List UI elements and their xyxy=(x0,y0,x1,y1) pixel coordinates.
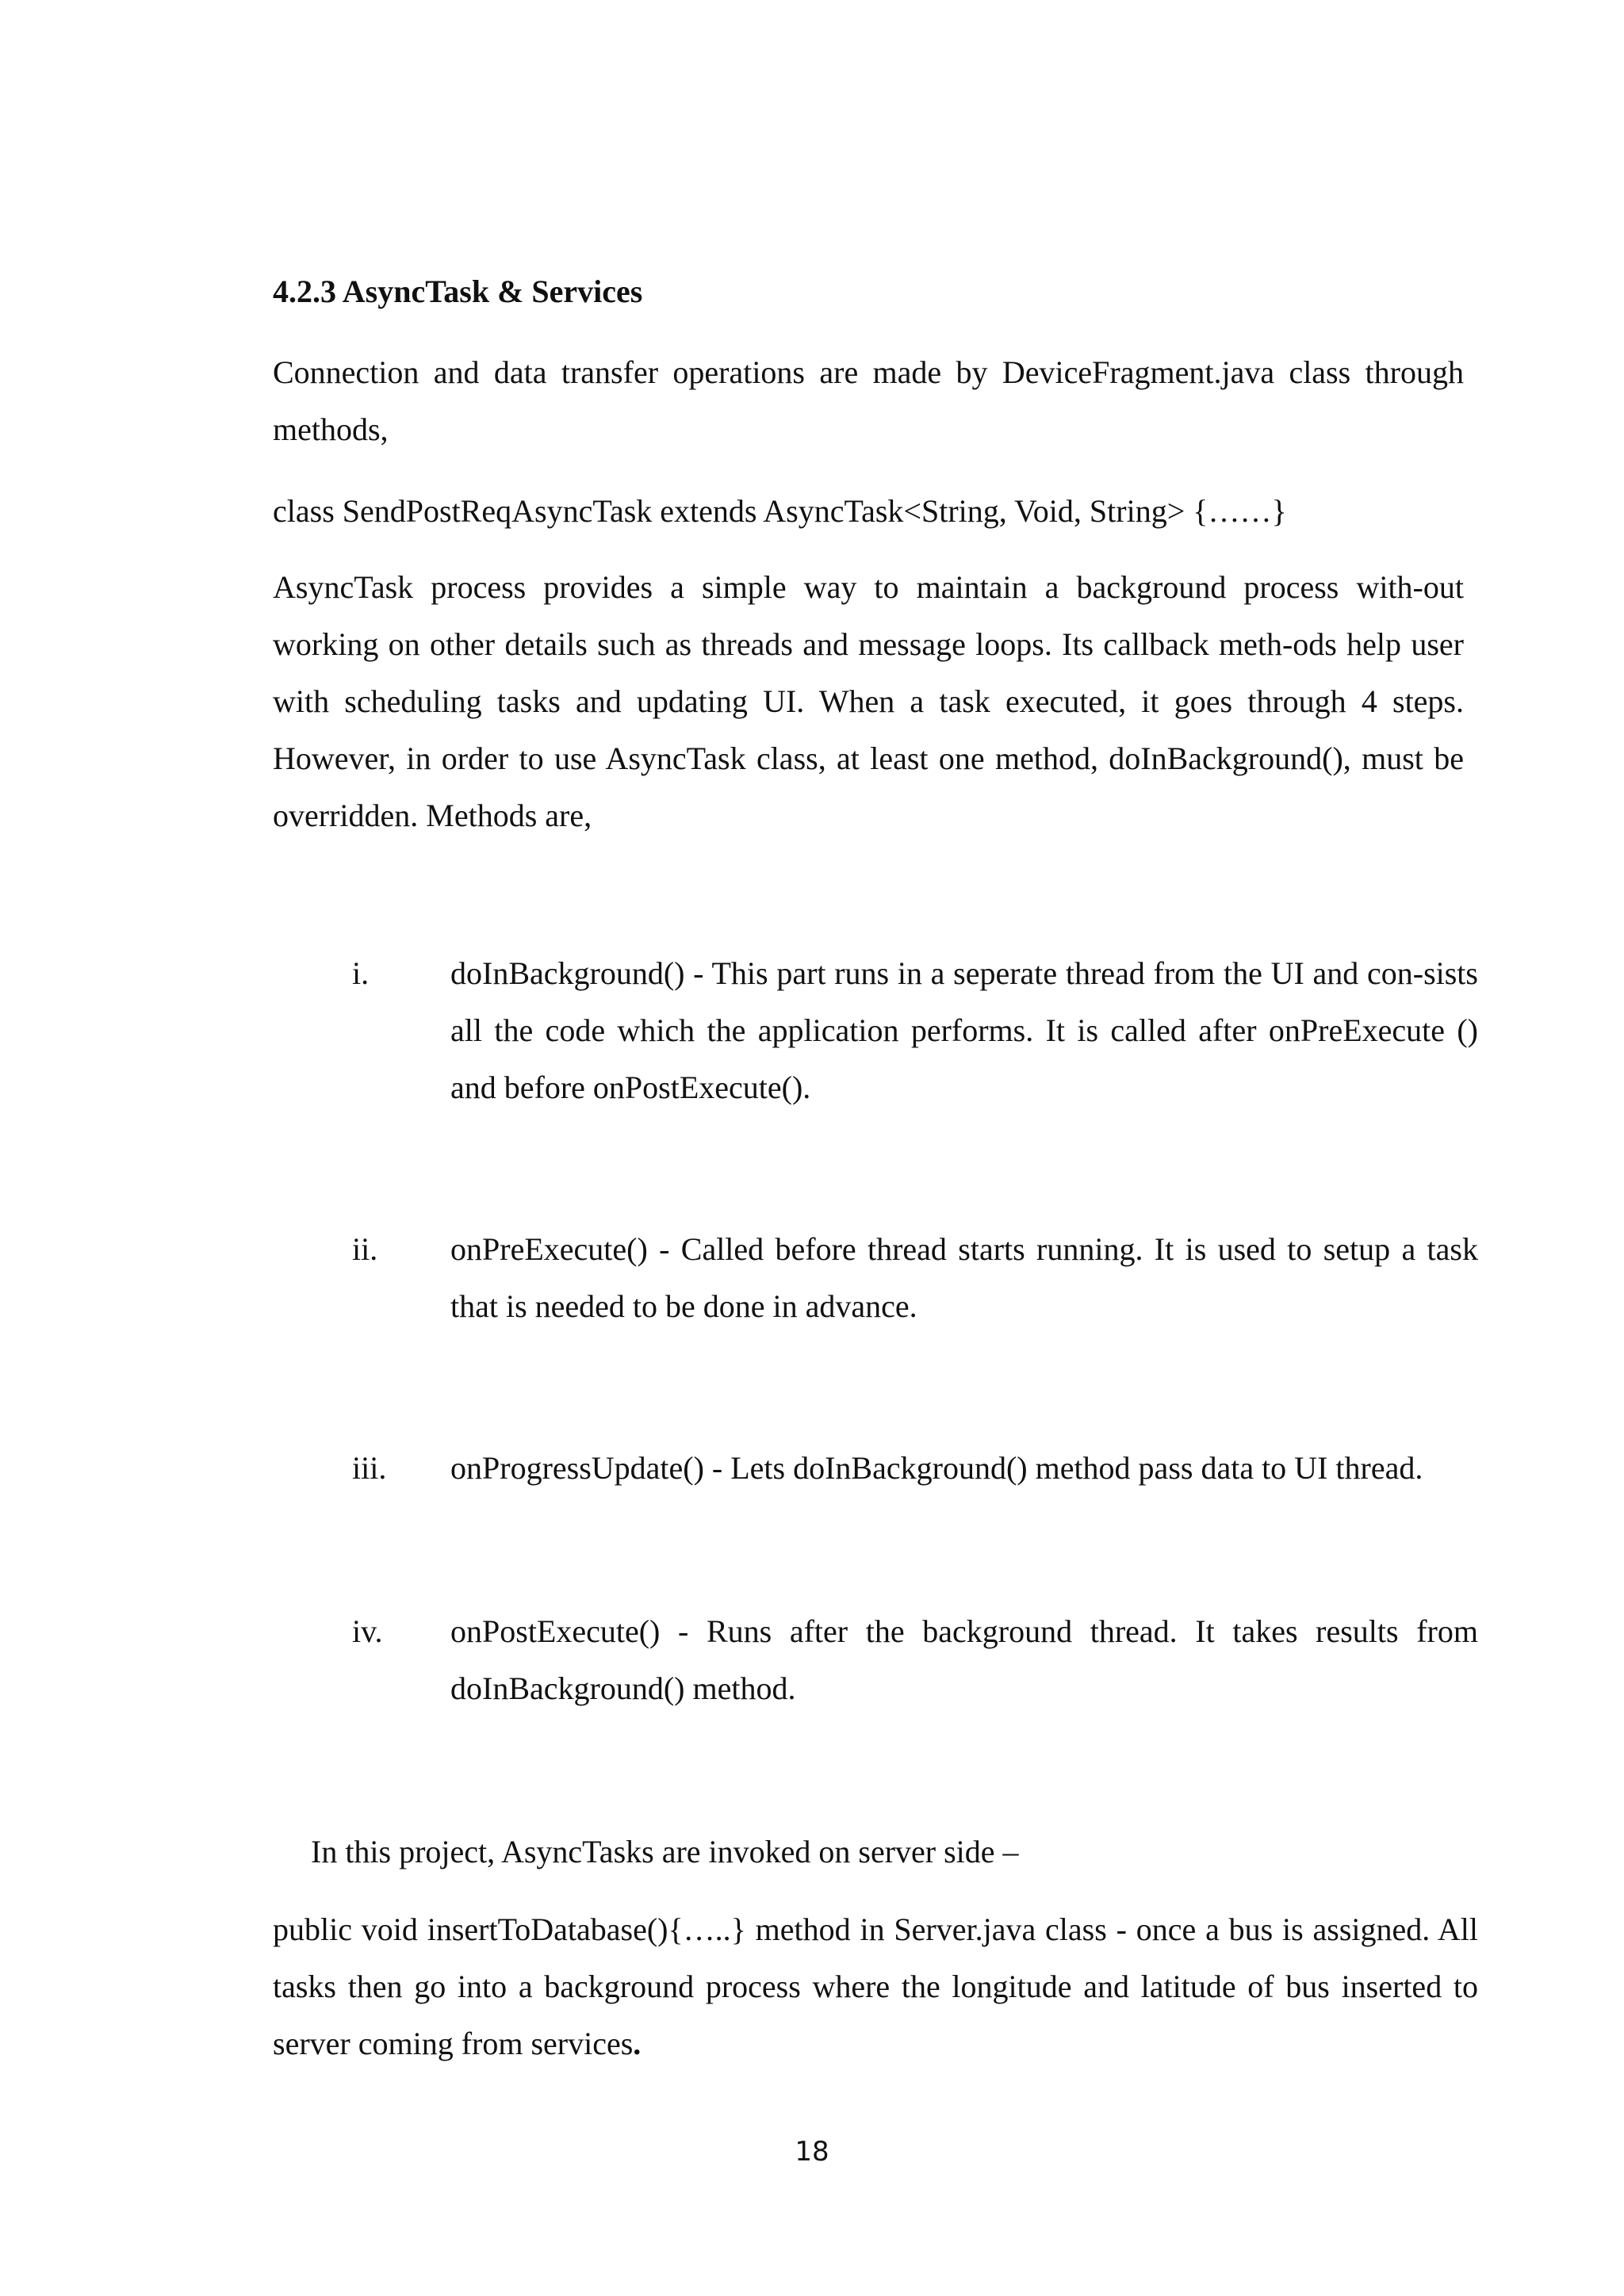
description-paragraph: AsyncTask process provides a simple way to maintain a background process with-out working on other details such as threads and message loops. Its callback meth-ods help user with scheduling tasks and updating UI. When a task executed, it goes through 4 steps. However, in order to use AsyncTask class, at least one method, doInBackground(), must be overridden. Methods are, xyxy=(273,569,1464,833)
list-item-number: ii. xyxy=(352,1231,378,1267)
list-item-number: iii. xyxy=(352,1450,387,1486)
list-item-number: iv. xyxy=(352,1613,383,1649)
insert-paragraph-end: . xyxy=(633,2026,642,2061)
page-number: 18 xyxy=(795,2136,829,2168)
list-item-text: onProgressUpdate() - Lets doInBackground() method pass data to UI thread. xyxy=(450,1450,1423,1486)
intro-paragraph: Connection and data transfer operations are made by DeviceFragment.java class through methods, xyxy=(273,354,1464,447)
list-item-text: onPostExecute() - Runs after the background thread. It takes results from doInBackground() method. xyxy=(450,1613,1478,1706)
list-item-number: i. xyxy=(352,955,370,991)
section-heading: 4.2.3 AsyncTask & Services xyxy=(273,274,643,309)
list-item-text: doInBackground() - This part runs in a seperate thread from the UI and con-sists all the code which the application performs. It is called after onPreExecute () and before onPostExecute(). xyxy=(450,955,1478,1105)
project-paragraph: In this project, AsyncTasks are invoked on server side – xyxy=(311,1834,1019,1869)
insert-paragraph-text: public void insertToDatabase(){…..} method in Server.java class - once a bus is assigned. All tasks then go into a background process where the longitude and latitude of bus inserted to server coming from services xyxy=(273,1911,1478,2061)
code-line: class SendPostReqAsyncTask extends AsyncTask<String, Void, String> {……} xyxy=(273,493,1287,529)
insert-paragraph xyxy=(273,1901,1478,2072)
list-item-text: onPreExecute() - Called before thread starts running. It is used to setup a task that is needed to be done in advance. xyxy=(450,1231,1478,1324)
